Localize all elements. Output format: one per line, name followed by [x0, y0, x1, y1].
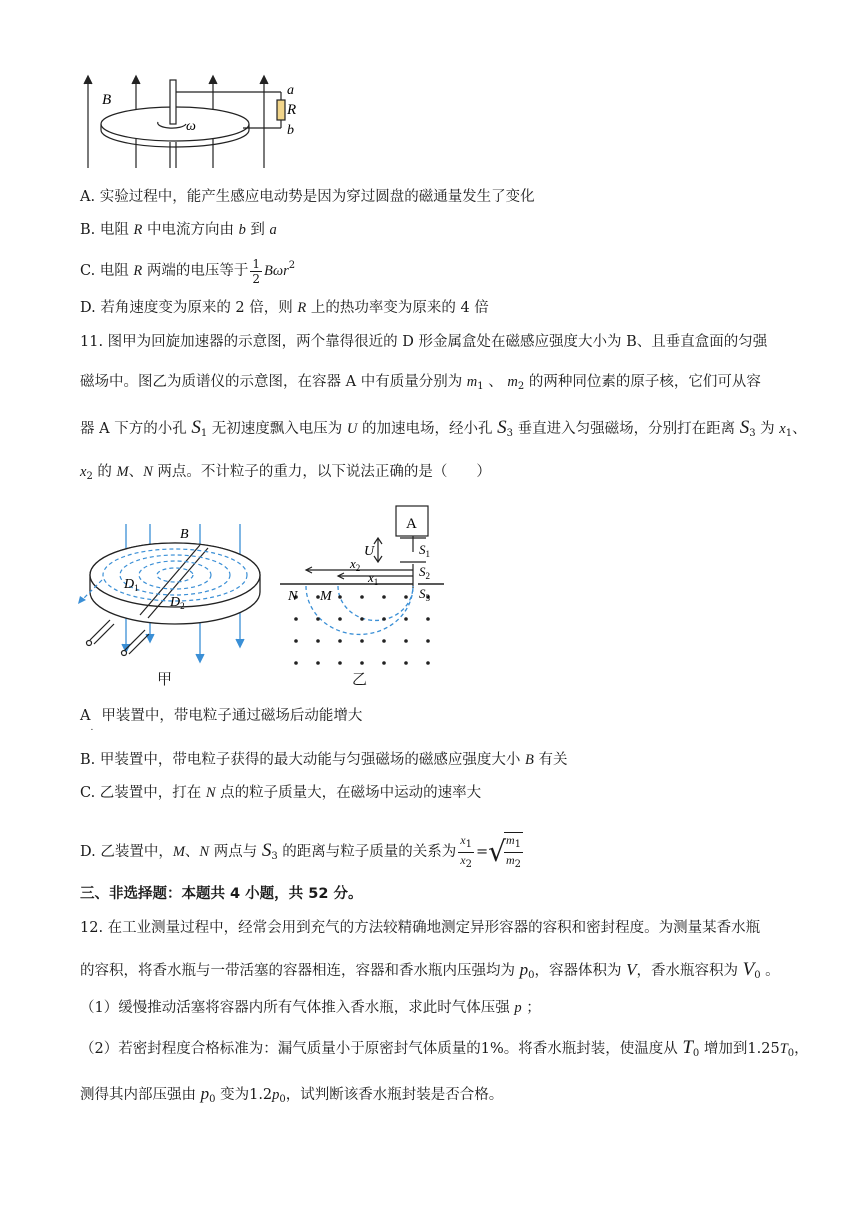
- label-b: b: [287, 123, 294, 138]
- spectrometer-figure: [278, 502, 448, 672]
- label-D1: $D_1$: [124, 577, 139, 593]
- label-U: U: [364, 544, 375, 559]
- label-omega: ω: [186, 119, 196, 134]
- q10-option-d: D. 若角速度变为原来的 2 倍，则 R 上的热功率变为原来的 4 倍: [80, 300, 489, 316]
- q12-part1: （1）缓慢推动活塞将容器内所有气体推入香水瓶，求此时气体压强 p ；: [80, 1000, 541, 1016]
- q12-part2: （2）若密封程度合格标准为：漏气质量小于原密封气体质量的1%。将香水瓶封装，使温度从 $T_0$ 增加到$1.25T_0$，: [80, 1037, 809, 1059]
- label-S1: $S_1$: [419, 542, 430, 559]
- label-S2: $S_2$: [419, 564, 430, 581]
- label-M: M: [320, 589, 332, 604]
- q11-stem-line2: 磁场中。图乙为质谱仪的示意图，在容器 A 中有质量分别为 $m_1$ 、 $m_2$ 的两种同位素的原子核，它们可从容: [80, 374, 761, 392]
- q11-stem-line1: 11. 图甲为回旋加速器的示意图，两个靠得很近的 D 形金属盒处在磁感应强度大小为 B、且垂直盒面的匀强: [80, 334, 768, 350]
- q12-line2: 的容积，将香水瓶与一带活塞的容器相连，容器和香水瓶内压强均为 $p_0$，容器体积为 V，香水瓶容积为 $V_0$ 。: [80, 959, 780, 981]
- caption-jia: 甲: [157, 670, 173, 688]
- q11-stem-line4: $x_2$ 的 M、N 两点。不计粒子的重力，以下说法正确的是（ ）: [80, 464, 491, 482]
- rotating-disk-figure: [78, 72, 308, 172]
- cyclotron-label-B: B: [180, 527, 189, 542]
- label-x1: $x_1$: [368, 570, 379, 587]
- label-a: a: [287, 83, 294, 98]
- caption-yi: 乙: [352, 670, 368, 688]
- q12-line1: 12. 在工业测量过程中，经常会用到充气的方法较精确地测定异形容器的容积和密封程度。为测量某香水瓶: [80, 920, 761, 936]
- label-D2: $D_2$: [170, 595, 185, 611]
- q11-option-b: B. 甲装置中，带电粒子获得的最大动能与匀强磁场的磁感应强度大小 B 有关: [80, 752, 568, 768]
- q10-option-c: C. 电阻 R 两端的电压等于 $\frac{1}{2}$ Bωr$^2$: [80, 256, 296, 286]
- q11-option-c: C. 乙装置中，打在 N 点的粒子质量大，在磁场中运动的速率大: [80, 785, 482, 801]
- label-container-A: A: [406, 516, 417, 532]
- q11-stem-line3: 器 A 下方的小孔 $S_1$ 无初速度飘入电压为 U 的加速电场，经小孔 $S_3$ 垂直进入匀强磁场，分别打在距离 $S_3$ 为 $x_1$、: [80, 417, 807, 439]
- label-B: B: [102, 92, 112, 108]
- q12-part3: 测得其内部压强由 $p_0$ 变为$1.2p_0$，试判断该香水瓶封装是否合格。: [80, 1084, 504, 1105]
- label-R: R: [287, 102, 297, 118]
- fraction-x1-x2: $\frac{x_1}{x_2}$: [460, 832, 472, 870]
- q10-option-a: A. 实验过程中，能产生感应电动势是因为穿过圆盘的磁通量发生了变化: [80, 189, 535, 205]
- label-x2: $x_2$: [350, 556, 361, 573]
- q11-option-d: D. 乙装置中，M、N 两点与 $S_3$ 的距离与粒子质量的关系为 $\frac{x_1}{x_2}$ =√ $\frac{m_1}{m_2}$: [80, 832, 522, 870]
- cyclotron-figure: [70, 520, 270, 670]
- label-S3: $S_3$: [419, 586, 430, 603]
- section-3-heading: 三、非选择题：本题共 4 小题，共 52 分。: [80, 886, 363, 902]
- fraction-m1-m2: $\frac{m_1}{m_2}$: [506, 833, 522, 870]
- sqrt-sign: √: [488, 835, 506, 868]
- q10-option-b: B. 电阻 R 中电流方向由 b 到 a: [80, 222, 277, 238]
- label-N: N: [288, 589, 298, 604]
- q11-option-a: $A_.$甲装置中，带电粒子通过磁场后动能增大: [80, 708, 363, 733]
- fraction-half: $\frac{1}{2}$: [252, 256, 261, 286]
